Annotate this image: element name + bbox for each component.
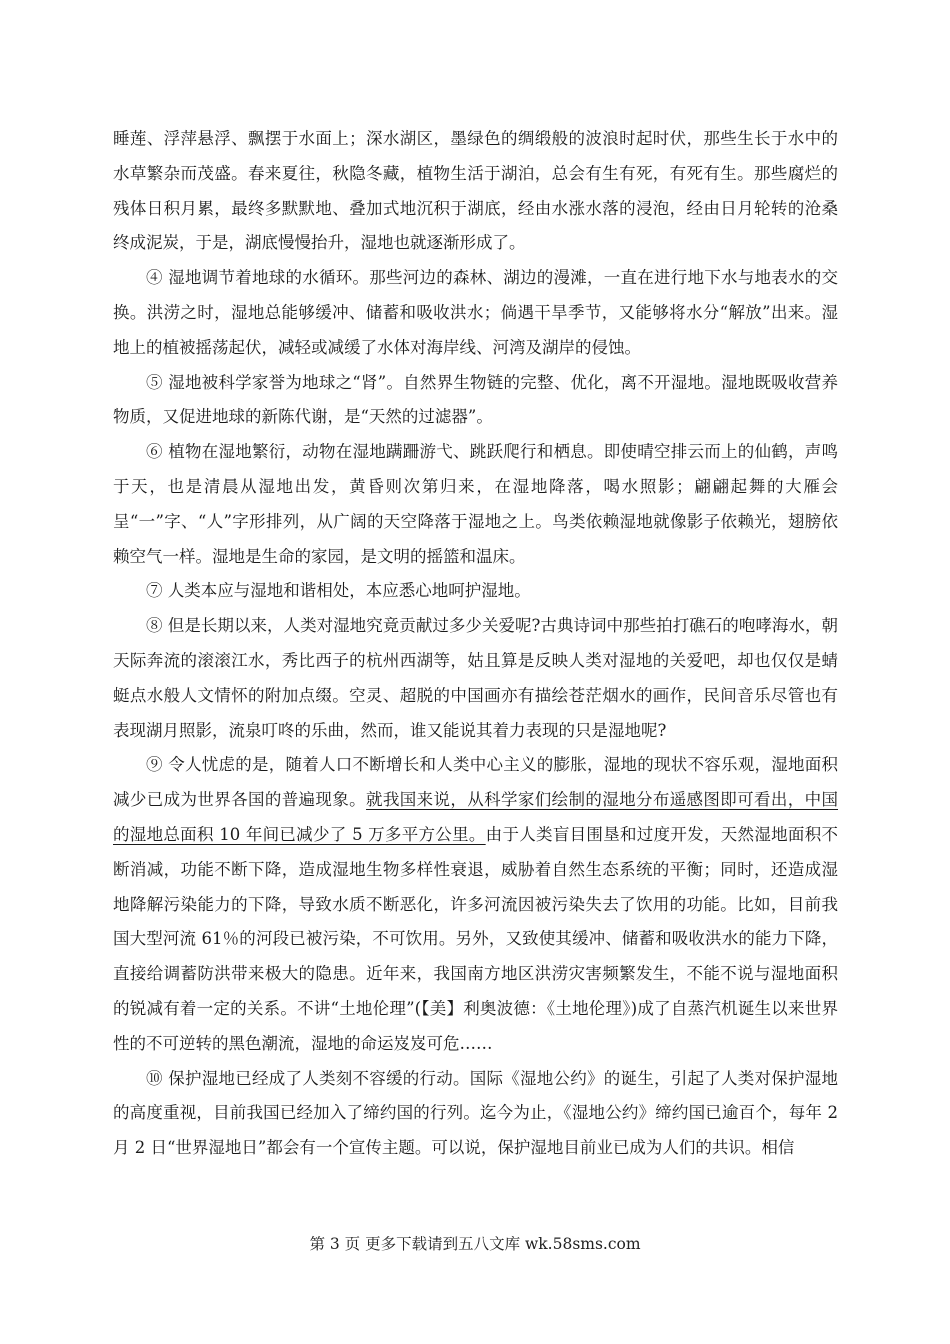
paragraph-6: ⑥ 植物在湿地繁衍，动物在湿地蹒跚游弋、跳跃爬行和栖息。即使晴空排云而上的仙鹤，声鸣于天，也是清晨从湿地出发，黄昏则次第归来，在湿地降落，喝水照影；翩翩起舞的大雁会呈“一”字、“人”字形排列，从广阔的天空降落于湿地之上。鸟类依赖湿地就像影子依赖光，翅膀依赖空气一样。湿地是生命的家园，是文明的摇篮和温床。 [113, 442, 838, 566]
page-footer: 第 3 页 更多下载请到五八文库 wk.58sms.com [309, 1235, 641, 1253]
paragraph-5: ⑤ 湿地被科学家誉为地球之“肾”。自然界生物链的完整、优化，离不开湿地。湿地既吸收营养物质，又促进地球的新陈代谢，是“天然的过滤器”。 [113, 372, 838, 427]
paragraph-9 [113, 748, 838, 1061]
paragraph-9-rest: 由于人类盲目围垦和过度开发，天然湿地面积不断消减，功能不断下降，造成湿地生物多样性衰退，威胁着自然生态系统的平衡；同时，还造成湿地降解污染能力的下降，导致水质不断恶化，许多河流因被污染失去了饮用的功能。比如，目前我国大型河流 61％的河段已被污染，不可饮用。另外，又致使其缓冲、储蓄和吸收洪水的能力下降，直接给调蓄防洪带来极大的隐患。近年来，我国南方地区洪涝灾害频繁发生，不能不说与湿地面积的锐减有着一定的关系。不讲“土地伦理”(【美】利奥波德：《土地伦理》)成了自蒸汽机诞生以来世界性的不可逆转的黑色潮流，湿地的命运岌岌可危…… [113, 824, 838, 1053]
paragraph-7: ⑦ 人类本应与湿地和谐相处，本应悉心地呵护湿地。 [146, 581, 531, 601]
article-body [113, 122, 838, 1166]
paragraph-10: ⑩ 保护湿地已经成了人类刻不容缓的行动。国际《湿地公约》的诞生，引起了人类对保护湿地的高度重视，目前我国已经加入了缔约国的行列。迄今为止，《湿地公约》缔约国已逾百个，每年 2 月 2 日“世界湿地日”都会有一个宣传主题。可以说，保护湿地目前业已成为人们的共识。相信 [113, 1068, 838, 1158]
paragraph-8: ⑧ 但是长期以来，人类对湿地究竟贡献过多少关爱呢?古典诗词中那些拍打礁石的咆哮海水，朝天际奔流的滚滚江水，秀比西子的杭州西湖等，姑且算是反映人类对湿地的关爱吧，却也仅仅是蜻蜓点水般人文情怀的附加点缀。空灵、超脱的中国画亦有描绘苍茫烟水的画作，民间音乐尽管也有表现湖月照影，流泉叮咚的乐曲，然而，谁又能说其着力表现的只是湿地呢? [113, 616, 838, 740]
paragraph-9-intro: ⑨ 令人忧虑的是，随着人口不断增长和人类中心主义的膨胀，湿地的现状不容乐观，湿地面积减少已成为世界各国的普遍现象。 [113, 755, 838, 810]
paragraph-continued: 睡莲、浮萍悬浮、飘摆于水面上；深水湖区，墨绿色的绸缎般的波浪时起时伏，那些生长于水中的水草繁杂而茂盛。春来夏往，秋隐冬藏，植物生活于湖泊，总会有生有死，有死有生。那些腐烂的残体日积月累，最终多默默地、叠加式地沉积于湖底，经由水涨水落的浸泡，经由日月轮转的沧桑终成泥炭，于是，湖底慢慢抬升，湿地也就逐渐形成了。 [113, 129, 838, 253]
paragraph-4: ④ 湿地调节着地球的水循环。那些河边的森林、湖边的漫滩，一直在进行地下水与地表水的交换。洪涝之时，湿地总能够缓冲、储蓄和吸收洪水；倘遇干旱季节，又能够将水分“解放”出来。湿地上的植被摇荡起伏，减轻或减缓了水体对海岸线、河湾及湖岸的侵蚀。 [113, 268, 838, 357]
underlined-sentence: 就我国来说，从科学家们绘制的湿地分布遥感图即可看出，中国的湿地总面积 10 年间已减少了 5 万多平方公里。 [113, 790, 839, 844]
